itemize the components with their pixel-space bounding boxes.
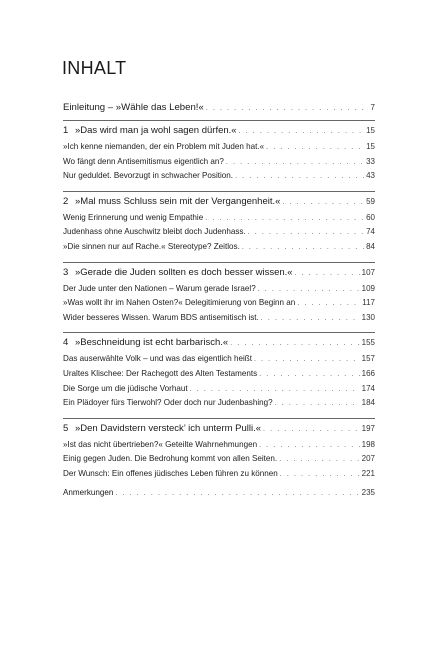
dot-leader bbox=[226, 159, 364, 166]
chapter-page: 59 bbox=[366, 196, 375, 206]
chapter-entry bbox=[63, 337, 375, 354]
section-rule bbox=[63, 191, 375, 192]
subsection-entry bbox=[63, 454, 375, 469]
subsection-title: Wider besseres Wissen. Warum BDS antisemitisch ist. bbox=[63, 312, 259, 322]
subsection-page: 60 bbox=[366, 212, 375, 222]
dot-leader bbox=[280, 471, 360, 478]
subsection-page: 207 bbox=[361, 454, 375, 464]
section-rule bbox=[63, 120, 375, 121]
dot-leader bbox=[248, 229, 364, 236]
subsection-page: 117 bbox=[362, 298, 375, 308]
section-rule bbox=[63, 418, 375, 419]
dot-leader bbox=[266, 144, 364, 151]
subsection-title: Judenhass ohne Auschwitz bleibt doch Judenhass. bbox=[63, 227, 246, 237]
subsection-entry bbox=[63, 440, 375, 455]
subsection-page: 84 bbox=[366, 241, 375, 251]
chapter-page: 107 bbox=[361, 267, 375, 277]
chapter-number: 3 bbox=[63, 266, 69, 278]
entry-title: Anmerkungen bbox=[63, 488, 114, 497]
subsection-page: 166 bbox=[361, 368, 375, 378]
subsection-entry bbox=[63, 469, 375, 484]
chapter-title: »Den Davidstern versteck’ ich unterm Pulli.« bbox=[75, 422, 262, 434]
chapter-page: 197 bbox=[361, 423, 375, 433]
dot-leader bbox=[235, 173, 364, 180]
dot-leader bbox=[242, 244, 364, 251]
chapter-title: »Das wird man ja wohl sagen dürfen.« bbox=[75, 125, 237, 136]
entry-title: Einleitung – »Wähle das Leben!« bbox=[63, 102, 204, 113]
chapter-entry bbox=[63, 125, 375, 142]
chapter-entry bbox=[63, 267, 375, 284]
dot-leader bbox=[282, 199, 364, 206]
dot-leader bbox=[297, 300, 360, 307]
subsection-page: 221 bbox=[361, 468, 375, 478]
chapter-number: 5 bbox=[63, 422, 69, 434]
subsection-title: Nur geduldet. Bevorzugt in schwacher Position. bbox=[63, 171, 234, 181]
subsection-title: »Die sinnen nur auf Rache.« Stereotype? Zeitlos. bbox=[63, 241, 240, 251]
subsection-title: »Ist das nicht übertrieben?« Geteilte Wahrnehmungen bbox=[63, 439, 258, 449]
dot-leader bbox=[239, 128, 365, 135]
subsection-entry bbox=[63, 369, 375, 384]
chapter-page: 15 bbox=[366, 126, 375, 135]
subsection-entry bbox=[63, 398, 375, 413]
subsection-page: 174 bbox=[361, 383, 375, 393]
subsection-title: Wenig Erinnerung und wenig Empathie bbox=[63, 212, 204, 222]
dot-leader bbox=[115, 490, 359, 497]
subsection-page: 15 bbox=[366, 142, 375, 151]
subsection-entry bbox=[63, 171, 375, 186]
dot-leader bbox=[295, 270, 360, 277]
dot-leader bbox=[206, 105, 369, 112]
subsection-page: 157 bbox=[361, 354, 375, 364]
chapter-title: »Beschneidung ist echt barbarisch.« bbox=[75, 337, 229, 349]
subsection-title: Ein Plädoyer fürs Tierwohl? Oder doch nur Judenbashing? bbox=[63, 398, 273, 408]
chapter-number: 1 bbox=[63, 125, 69, 136]
subsection-entry bbox=[63, 354, 375, 369]
dot-leader bbox=[279, 456, 359, 463]
subsection-page: 130 bbox=[361, 312, 375, 322]
subsection-entry bbox=[63, 313, 375, 328]
subsection-entry bbox=[63, 213, 375, 228]
dot-leader bbox=[259, 371, 359, 378]
subsection-title: Die Sorge um die jüdische Vorhaut bbox=[63, 383, 188, 393]
entry-page: 235 bbox=[361, 488, 375, 497]
dot-leader bbox=[254, 356, 360, 363]
subsection-page: 184 bbox=[361, 398, 375, 408]
toc-heading: INHALT bbox=[62, 58, 127, 78]
dot-leader bbox=[275, 400, 360, 407]
subsection-entry bbox=[63, 298, 375, 313]
dot-leader bbox=[258, 286, 360, 293]
chapter-entry bbox=[63, 196, 375, 213]
subsection-title: Der Jude unter den Nationen – Warum gerade Israel? bbox=[63, 283, 256, 293]
dot-leader bbox=[263, 426, 360, 433]
subsection-page: 33 bbox=[366, 156, 375, 166]
chapter-page: 155 bbox=[361, 338, 375, 348]
chapter-number: 2 bbox=[63, 195, 69, 207]
toc-intro-entry bbox=[63, 102, 375, 118]
section-rule bbox=[63, 262, 375, 263]
subsection-title: »Was wollt ihr im Nahen Osten?« Delegitimierung von Beginn an bbox=[63, 298, 296, 308]
subsection-page: 43 bbox=[366, 171, 375, 181]
subsection-title: »Ich kenne niemanden, der ein Problem mit Juden hat.« bbox=[63, 142, 265, 151]
subsection-entry bbox=[63, 284, 375, 299]
subsection-entry bbox=[63, 142, 375, 157]
subsection-page: 198 bbox=[361, 439, 375, 449]
subsection-title: Einig gegen Juden. Die Bedrohung kommt von allen Seiten. bbox=[63, 454, 278, 464]
subsection-title: Der Wunsch: Ein offenes jüdisches Leben führen zu können bbox=[63, 468, 278, 478]
subsection-entry bbox=[63, 242, 375, 257]
dot-leader bbox=[190, 386, 360, 393]
subsection-title: Uraltes Klischee: Der Rachegott des Alten Testaments bbox=[63, 368, 258, 378]
chapter-number: 4 bbox=[63, 337, 69, 349]
entry-page: 7 bbox=[370, 103, 375, 112]
subsection-entry bbox=[63, 384, 375, 399]
dot-leader bbox=[230, 340, 359, 347]
toc-list bbox=[63, 102, 375, 484]
subsection-page: 109 bbox=[361, 283, 375, 293]
chapter-title: »Gerade die Juden sollten es doch besser wissen.« bbox=[75, 266, 293, 278]
toc-notes-entry bbox=[63, 488, 375, 497]
dot-leader bbox=[261, 315, 360, 322]
subsection-title: Wo fängt denn Antisemitismus eigentlich an? bbox=[63, 156, 224, 166]
subsection-entry bbox=[63, 227, 375, 242]
subsection-page: 74 bbox=[366, 227, 375, 237]
chapter-entry bbox=[63, 423, 375, 440]
dot-leader bbox=[205, 215, 364, 222]
section-rule bbox=[63, 332, 375, 333]
dot-leader bbox=[259, 442, 360, 449]
chapter-title: »Mal muss Schluss sein mit der Vergangenheit.« bbox=[75, 195, 281, 207]
subsection-entry bbox=[63, 157, 375, 172]
subsection-title: Das auserwählte Volk – und was das eigentlich heißt bbox=[63, 354, 252, 364]
chapter-list bbox=[63, 120, 375, 484]
